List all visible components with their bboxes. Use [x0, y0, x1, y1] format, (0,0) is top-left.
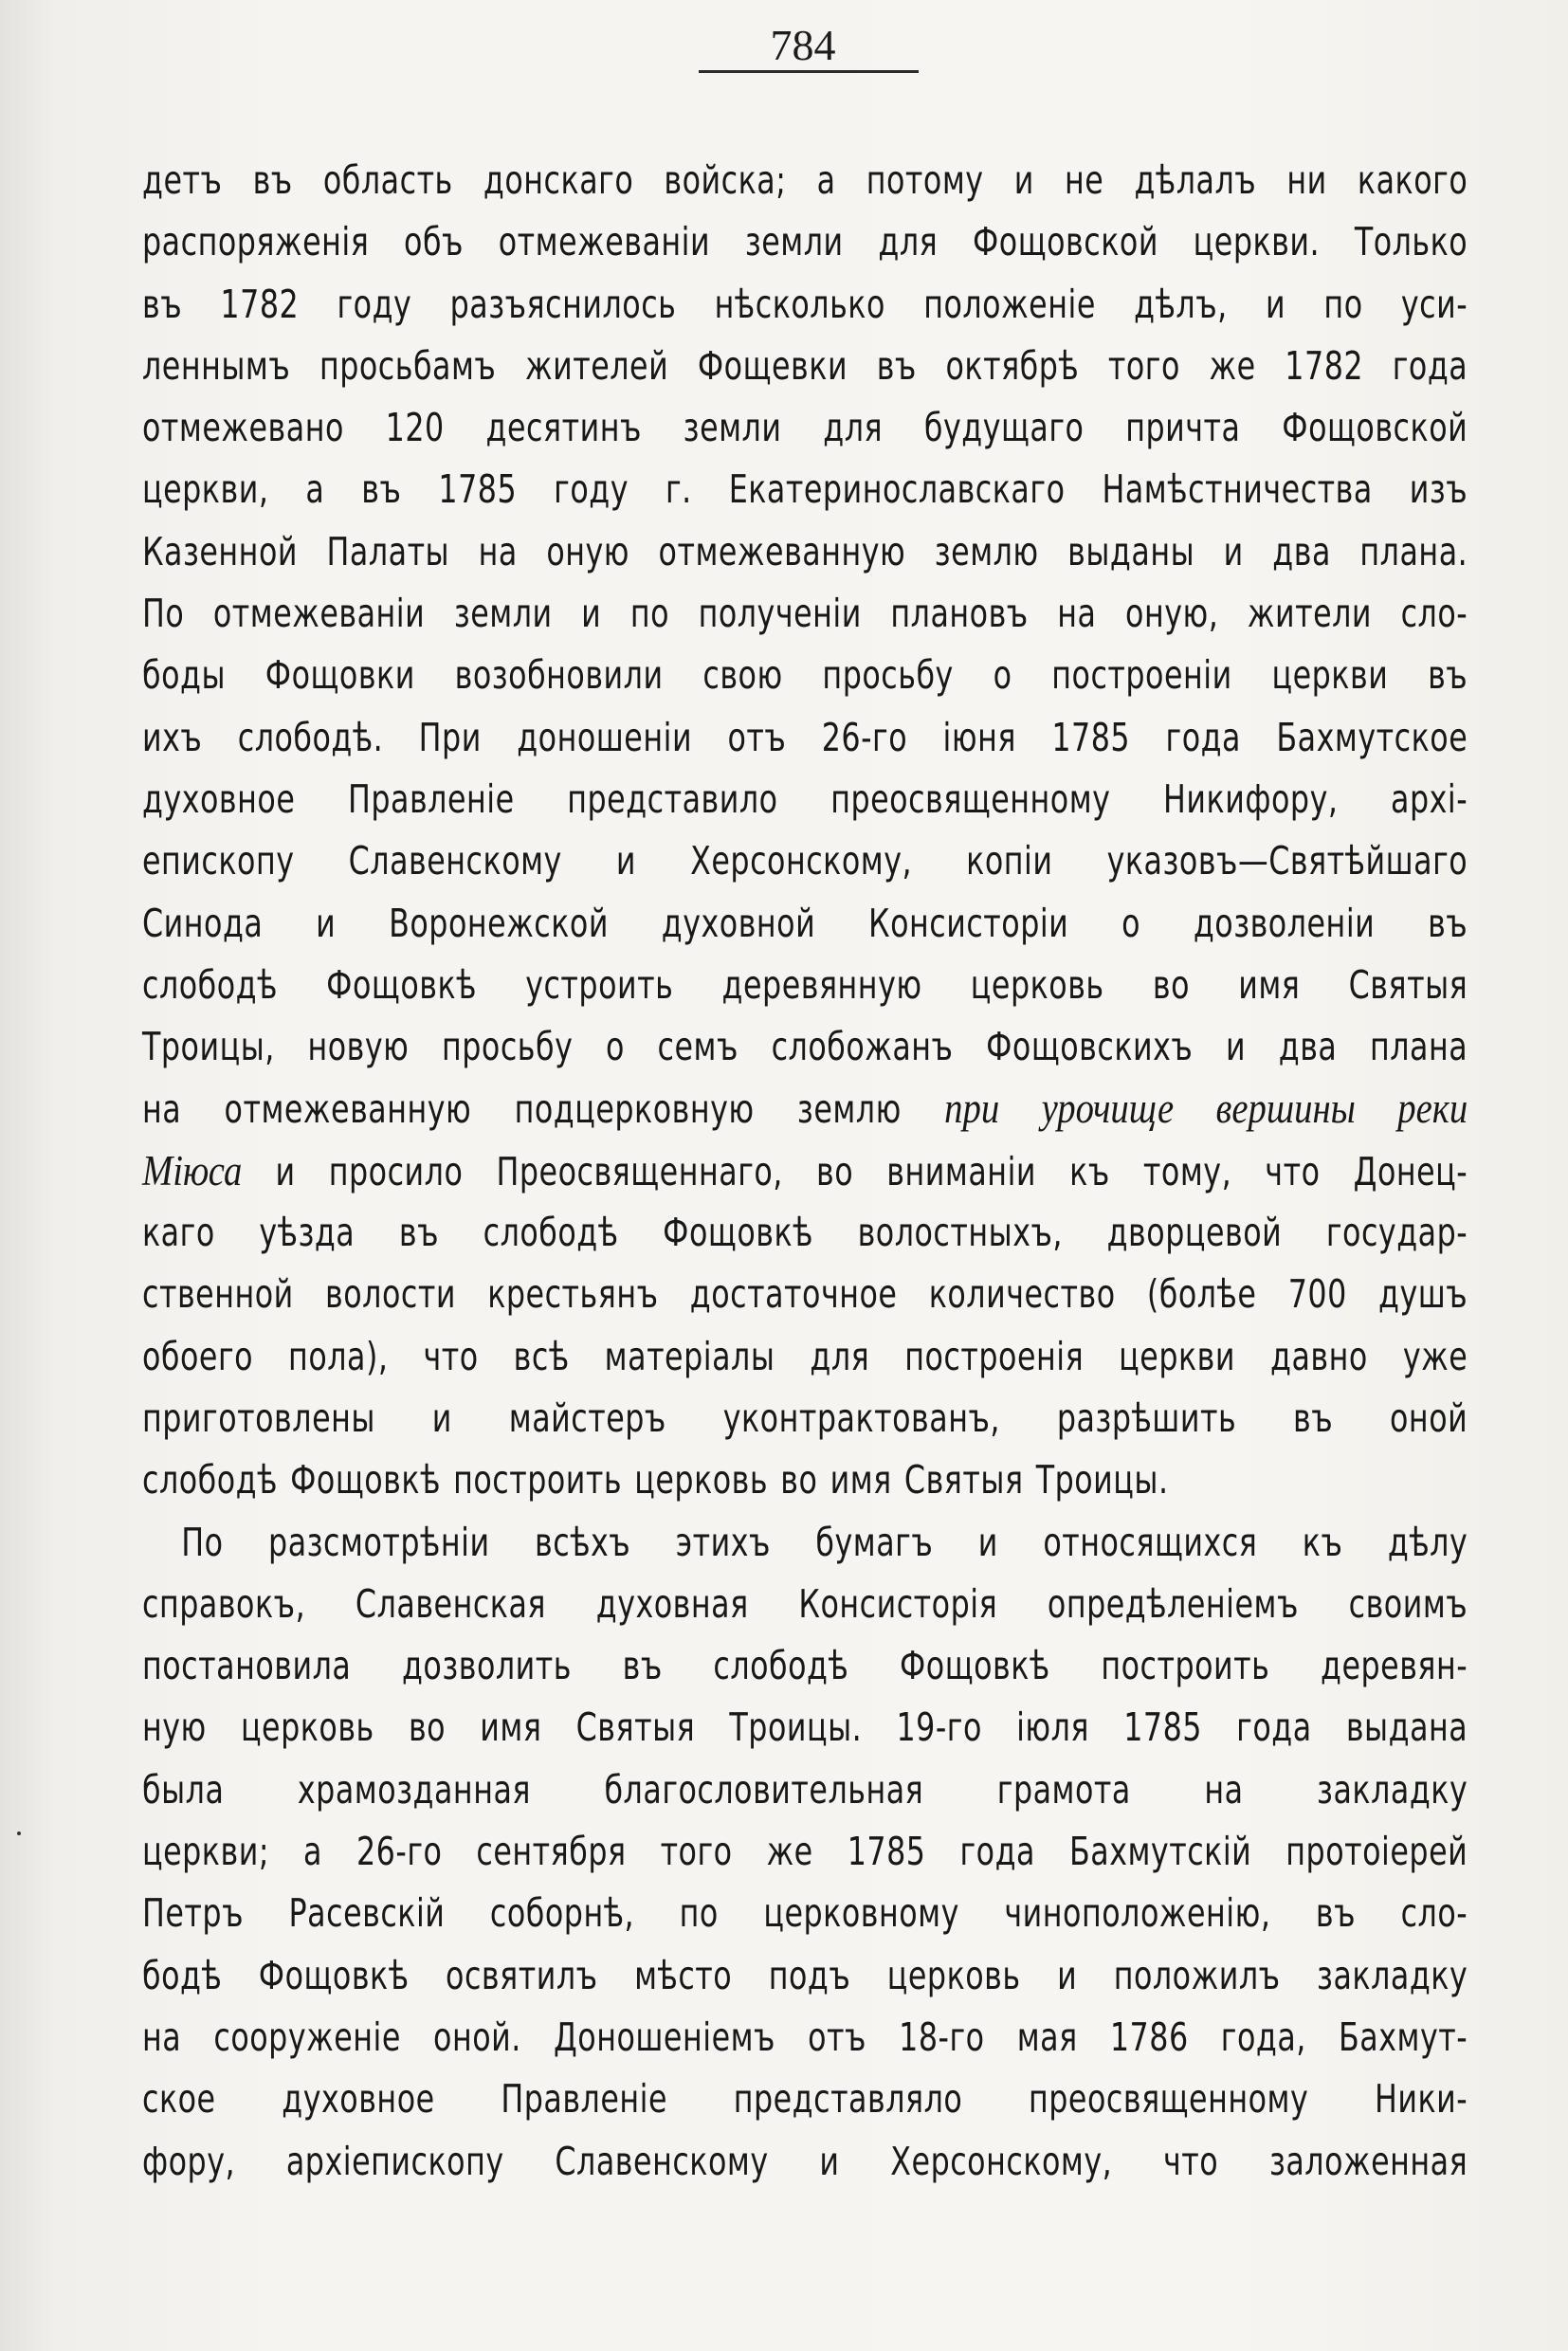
text-line: Синода и Воронежской духовной Консисторіи о дозволеніи въ: [142, 900, 1468, 946]
margin-mark: [17, 1832, 21, 1835]
text-line: церкви; а 26-го сентября того же 1785 года Бахмутскій протоіерей: [142, 1829, 1468, 1875]
text-line: детъ въ область донскаго войска; а потому и не дѣлалъ ни какого: [142, 157, 1468, 203]
text-line-mixed: [142, 1140, 1468, 1202]
text-line: леннымъ просьбамъ жителей Фощевки въ октябрѣ того же 1782 года: [142, 342, 1468, 389]
text-line: ную церковь во имя Святыя Троицы. 19-го іюля 1785 года выдана: [142, 1704, 1468, 1751]
text-line: обоего пола), что всѣ матеріалы для построенія церкви давно уже: [142, 1333, 1468, 1379]
text-line: постановила дозволить въ слободѣ Фощовкѣ построить деревян-: [142, 1643, 1468, 1689]
text-line: ское духовное Правленіе представляло преосвященному Ники-: [142, 2076, 1468, 2123]
text-line: была храмозданная благословительная грамота на закладку: [142, 1766, 1468, 1813]
paragraph-1: [142, 150, 1468, 1512]
page-number: 784: [770, 21, 836, 69]
text-line: церкви, а въ 1785 году г. Екатеринославскаго Намѣстничества изъ: [142, 466, 1468, 513]
text-line-mixed: [142, 1078, 1468, 1139]
text-line: Троицы, новую просьбу о семъ слобожанъ Фощовскихъ и два плана: [142, 1024, 1468, 1070]
text-line: ихъ слободѣ. При доношеніи отъ 26-го іюня 1785 года Бахмутское: [142, 714, 1468, 760]
body-text: [142, 150, 1468, 2193]
text-line: на сооруженіе оной. Доношеніемъ отъ 18-го мая 1786 года, Бахмут-: [142, 2014, 1468, 2060]
text-line: приготовлены и майстеръ уконтрактованъ, разрѣшить въ оной: [142, 1394, 1468, 1441]
italic-fragment: Міюса: [142, 1146, 243, 1194]
text-line: боды Фощовки возобновили свою просьбу о построеніи церкви въ: [142, 652, 1468, 699]
italic-fragment: при урочище вершины реки: [944, 1084, 1468, 1133]
text-line: слободѣ Фощовкѣ построить церковь во имя Святыя Троицы.: [142, 1457, 1169, 1504]
text-line: распоряженія объ отмежеваніи земли для Фощовской церкви. Только: [142, 219, 1468, 265]
paragraph-2: [142, 1512, 1468, 2193]
text-line: каго уѣзда въ слободѣ Фощовкѣ волостныхъ, дворцевой государ-: [142, 1210, 1468, 1256]
text-line: По разсмотрѣніи всѣхъ этихъ бумагъ и относящихся къ дѣлу: [181, 1519, 1468, 1565]
text-line: епископу Славенскому и Херсонскому, копіи указовъ—Святѣйшаго: [142, 838, 1468, 884]
text-line: отмежевано 120 десятинъ земли для будущаго причта Фощовской: [142, 405, 1468, 451]
text-line: бодѣ Фощовкѣ освятилъ мѣсто подъ церковь и положилъ закладку: [142, 1952, 1468, 1998]
text-fragment: и просило Преосвященнаго, во вниманіи къ тому, что Донец-: [275, 1148, 1468, 1194]
text-line: въ 1782 году разъяснилось нѣсколько положеніе дѣлъ, и по уси-: [142, 281, 1468, 327]
text-line: По отмежеваніи земли и по полученіи плановъ на оную, жители сло-: [142, 591, 1468, 637]
text-line: ственной волости крестьянъ достаточное количество (болѣе 700 душъ: [142, 1271, 1468, 1318]
header-rule: [699, 70, 919, 73]
text-line: Петръ Расевскій соборнѣ, по церковному чиноположенію, въ сло-: [142, 1890, 1468, 1937]
text-line: фору, архіепископу Славенскому и Херсонскому, что заложенная: [142, 2138, 1468, 2184]
text-line: слободѣ Фощовкѣ устроить деревянную церковь во имя Святыя: [142, 961, 1468, 1008]
text-line: духовное Правленіе представило преосвященному Никифору, архі-: [142, 775, 1468, 822]
text-fragment: на отмежеванную подцерковную землю: [142, 1086, 902, 1133]
text-line: Казенной Палаты на оную отмежеванную землю выданы и два плана.: [142, 528, 1468, 574]
text-line: справокъ, Славенская духовная Консисторія опредѣленіемъ своимъ: [142, 1580, 1468, 1627]
